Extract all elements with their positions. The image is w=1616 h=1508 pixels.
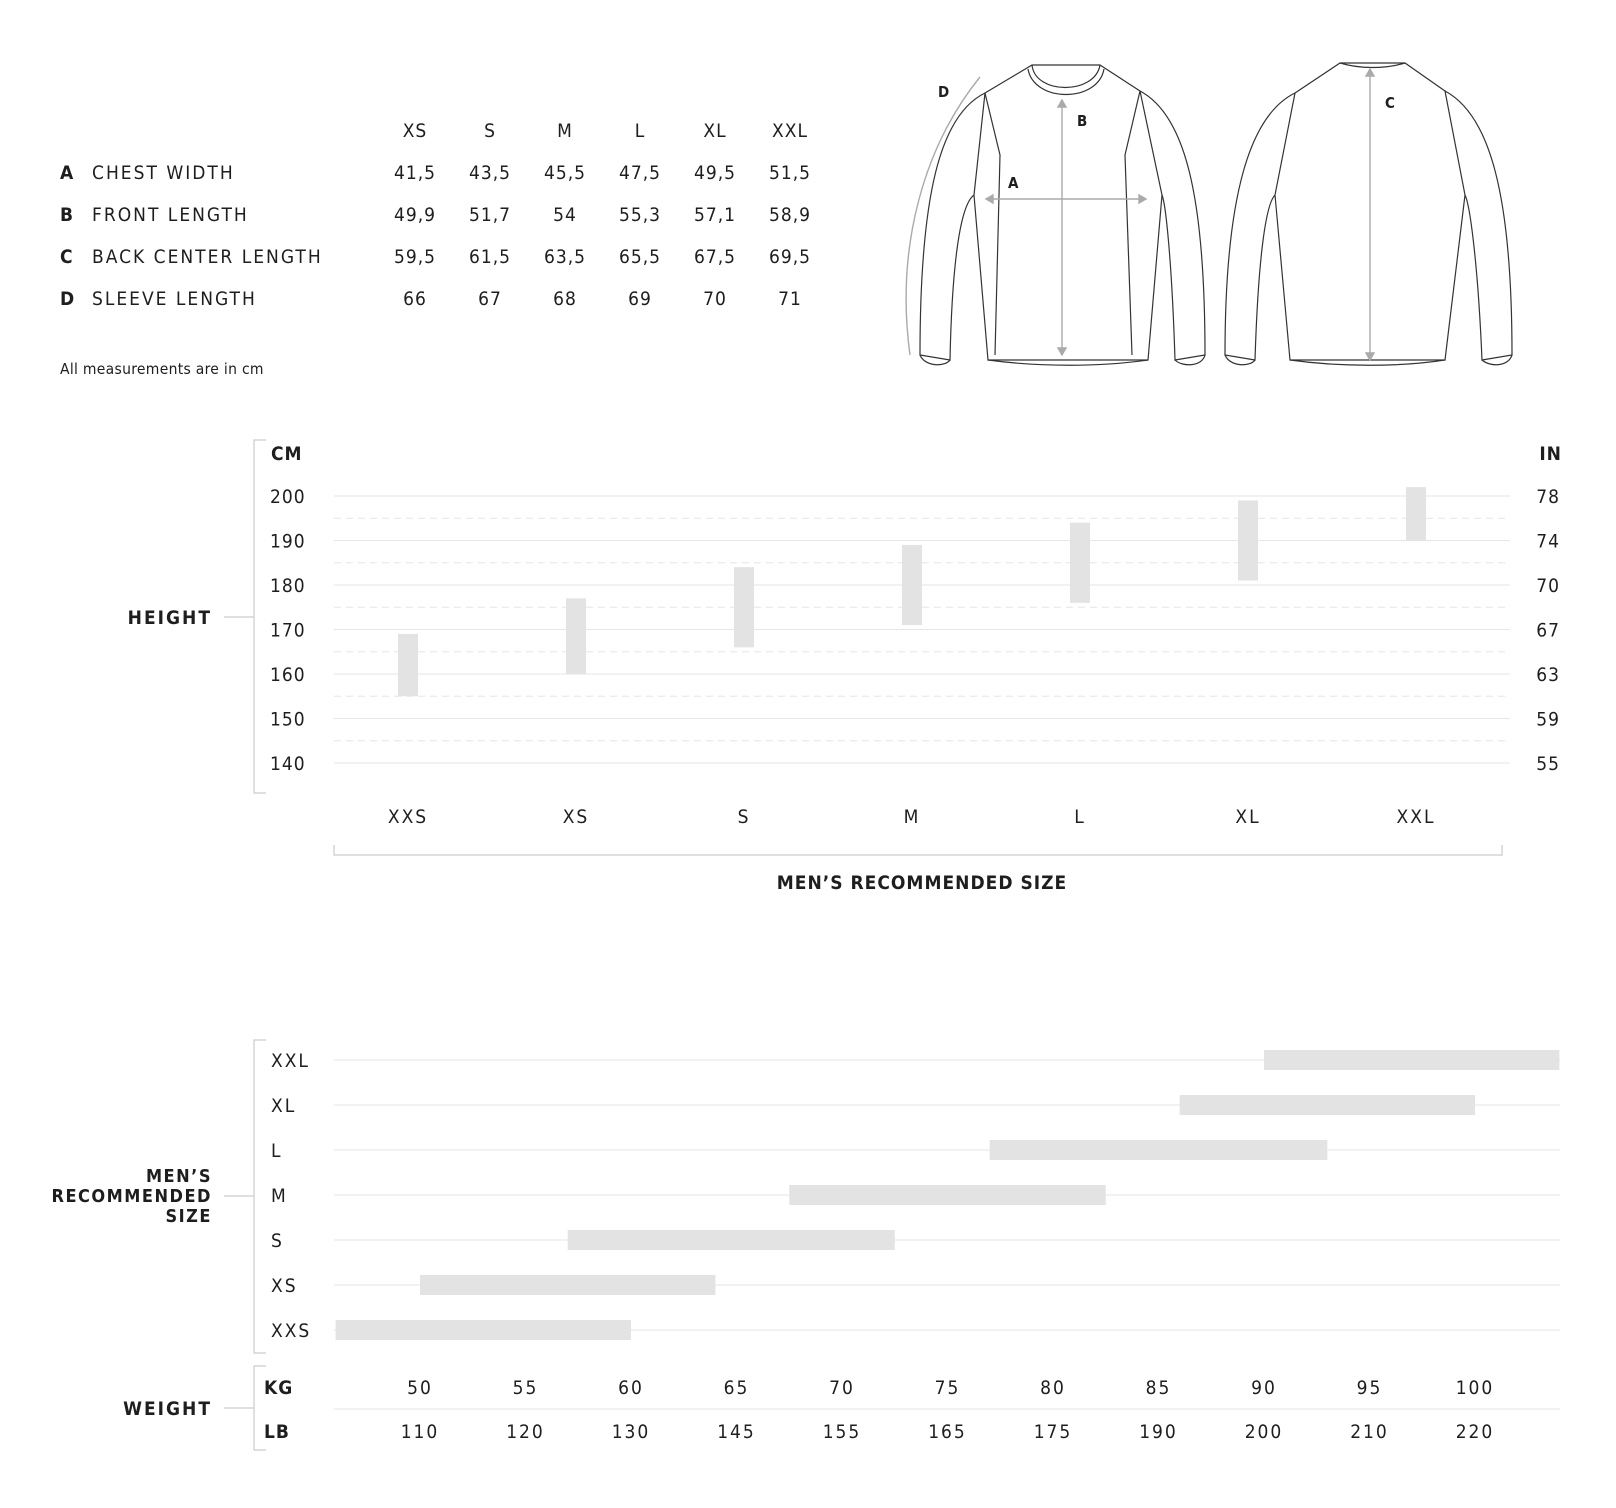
measurement-code: C — [60, 246, 73, 268]
size-header: XXL — [772, 120, 808, 142]
height-bar — [1406, 487, 1426, 540]
measurement-code: D — [60, 288, 75, 310]
weight-bar — [990, 1140, 1328, 1160]
unit-top: KG — [264, 1377, 294, 1399]
measurement-value: 59,5 — [393, 246, 437, 268]
lb-tick-label: 220 — [1455, 1421, 1495, 1443]
size-header: S — [484, 120, 496, 142]
measurement-value: 69,5 — [768, 246, 812, 268]
kg-tick-label: 75 — [934, 1377, 961, 1399]
y-tick-label: 180 — [270, 575, 306, 597]
y-tick-label-right: 63 — [1536, 664, 1560, 686]
y-tick-label: M — [271, 1185, 288, 1207]
height-side-label: HEIGHT — [127, 607, 212, 629]
height-bar — [1238, 500, 1258, 580]
label-c: C — [1385, 94, 1395, 112]
label-d: D — [938, 83, 950, 101]
measurement-value: 51,7 — [468, 204, 512, 226]
kg-tick-label: 65 — [723, 1377, 750, 1399]
measurement-value: 54 — [553, 204, 577, 226]
lb-tick-label: 165 — [928, 1421, 967, 1443]
weight-bar — [336, 1320, 631, 1340]
measurement-value: 55,3 — [618, 204, 662, 226]
lb-tick-label: 175 — [1033, 1421, 1073, 1443]
kg-tick-label: 60 — [618, 1377, 644, 1399]
measurement-value: 57,1 — [693, 204, 737, 226]
measurement-row — [60, 162, 840, 204]
x-tick-label: L — [1074, 806, 1086, 828]
measurement-value: 45,5 — [543, 162, 587, 184]
measurement-value: 58,9 — [768, 204, 812, 226]
measurement-value: 67 — [478, 288, 502, 310]
measurement-label: FRONT LENGTH — [92, 204, 249, 226]
y-tick-label: 160 — [270, 664, 306, 686]
y-tick-label: 190 — [270, 530, 306, 553]
measurement-table — [60, 120, 840, 330]
y-tick-label: L — [271, 1140, 283, 1162]
y-tick-label: 150 — [270, 708, 306, 731]
x-axis-title: MEN’S RECOMMENDED SIZE — [776, 872, 1068, 894]
y-tick-label-right: 59 — [1536, 708, 1560, 731]
size-header-row — [60, 120, 840, 162]
size-header: XS — [402, 120, 428, 142]
kg-tick-label: 50 — [407, 1377, 433, 1399]
y-tick-label: 140 — [270, 753, 306, 775]
size-header: L — [634, 120, 646, 142]
measurement-row — [60, 204, 840, 246]
measurement-value: 51,5 — [768, 162, 812, 184]
measurement-value: 47,5 — [618, 162, 662, 184]
measurement-note: All measurements are in cm — [60, 360, 264, 378]
lb-tick-label: 130 — [611, 1421, 651, 1443]
y-tick-label: 170 — [270, 619, 306, 642]
lb-tick-label: 145 — [717, 1421, 756, 1443]
jersey-back — [1225, 63, 1512, 365]
kg-tick-label: 100 — [1455, 1377, 1495, 1399]
weight-bar — [789, 1185, 1106, 1205]
lb-tick-label: 200 — [1244, 1421, 1284, 1443]
y-tick-label-right: 67 — [1536, 619, 1560, 642]
lb-tick-label: 210 — [1350, 1421, 1389, 1443]
measurement-value: 65,5 — [618, 246, 662, 268]
size-side-label-line: RECOMMENDED — [51, 1186, 212, 1207]
x-tick-label: XL — [1235, 806, 1261, 828]
measurement-value: 41,5 — [393, 162, 437, 184]
unit-bottom: LB — [264, 1421, 290, 1443]
x-axis-bracket — [334, 845, 1502, 855]
lb-tick-label: 155 — [822, 1421, 862, 1443]
measurement-value: 69 — [628, 288, 652, 310]
y-tick-label-right: 70 — [1536, 575, 1560, 597]
measurement-value: 61,5 — [468, 246, 512, 268]
height-bar — [1070, 523, 1090, 603]
measurement-label: BACK CENTER LENGTH — [92, 246, 323, 268]
kg-tick-label: 70 — [829, 1377, 855, 1399]
measurement-row — [60, 288, 840, 330]
kg-tick-label: 90 — [1251, 1377, 1277, 1399]
measurement-value: 49,5 — [693, 162, 737, 184]
x-tick-label: XXS — [387, 806, 429, 828]
height-bar — [734, 567, 754, 647]
measurement-value: 66 — [403, 288, 427, 310]
jersey-diagram — [900, 55, 1560, 375]
y-tick-label-right: 74 — [1536, 530, 1560, 553]
label-b: B — [1077, 112, 1088, 130]
x-tick-label: S — [737, 806, 751, 828]
y-tick-label: XXS — [271, 1320, 312, 1342]
measurement-row — [60, 246, 840, 288]
height-axis-bracket — [254, 440, 266, 793]
weight-bar — [1180, 1095, 1475, 1115]
measurement-code: A — [60, 162, 74, 184]
kg-tick-label: 95 — [1356, 1377, 1383, 1399]
y-tick-label: S — [271, 1230, 284, 1252]
measurement-value: 49,9 — [393, 204, 437, 226]
label-a: A — [1008, 174, 1019, 192]
measurement-code: B — [60, 204, 74, 226]
measurement-value: 68 — [553, 288, 577, 310]
y-tick-label-right: 78 — [1536, 486, 1560, 508]
weight-chart — [0, 1030, 1616, 1470]
size-side-label-line: SIZE — [165, 1206, 212, 1227]
measurement-value: 71 — [778, 288, 802, 310]
y-tick-label-right: 55 — [1536, 753, 1560, 775]
lb-tick-label: 120 — [506, 1421, 545, 1443]
height-bar — [902, 545, 922, 625]
height-bar — [566, 598, 586, 674]
height-chart — [0, 430, 1616, 900]
size-header: M — [557, 120, 573, 142]
size-side-label-line: MEN’S — [145, 1166, 212, 1187]
size-header: XL — [703, 120, 727, 142]
unit-left: CM — [271, 443, 303, 465]
y-tick-label: 200 — [270, 486, 306, 508]
weight-side-label: WEIGHT — [123, 1398, 212, 1420]
weight-bar — [1264, 1050, 1559, 1070]
measurement-arrows — [906, 69, 1374, 360]
measurement-value: 43,5 — [468, 162, 512, 184]
y-tick-label: XL — [271, 1095, 297, 1117]
y-tick-label: XXL — [271, 1050, 310, 1072]
height-bar — [398, 634, 418, 696]
weight-bar — [420, 1275, 715, 1295]
lb-tick-label: 190 — [1139, 1421, 1178, 1443]
measurement-label: CHEST WIDTH — [92, 162, 235, 184]
lb-tick-label: 110 — [400, 1421, 440, 1443]
measurement-label: SLEEVE LENGTH — [92, 288, 257, 310]
kg-tick-label: 80 — [1040, 1377, 1066, 1399]
measurement-value: 63,5 — [543, 246, 587, 268]
x-tick-label: M — [903, 806, 921, 828]
size-axis-bracket — [254, 1040, 266, 1353]
x-tick-label: XS — [562, 806, 590, 828]
kg-tick-label: 85 — [1145, 1377, 1172, 1399]
x-tick-label: XXL — [1396, 806, 1436, 828]
measurement-value: 67,5 — [693, 246, 737, 268]
weight-bar — [568, 1230, 895, 1250]
y-tick-label: XS — [271, 1275, 298, 1297]
kg-tick-label: 55 — [512, 1377, 539, 1399]
measurement-value: 70 — [703, 288, 727, 310]
unit-right: IN — [1539, 443, 1562, 465]
